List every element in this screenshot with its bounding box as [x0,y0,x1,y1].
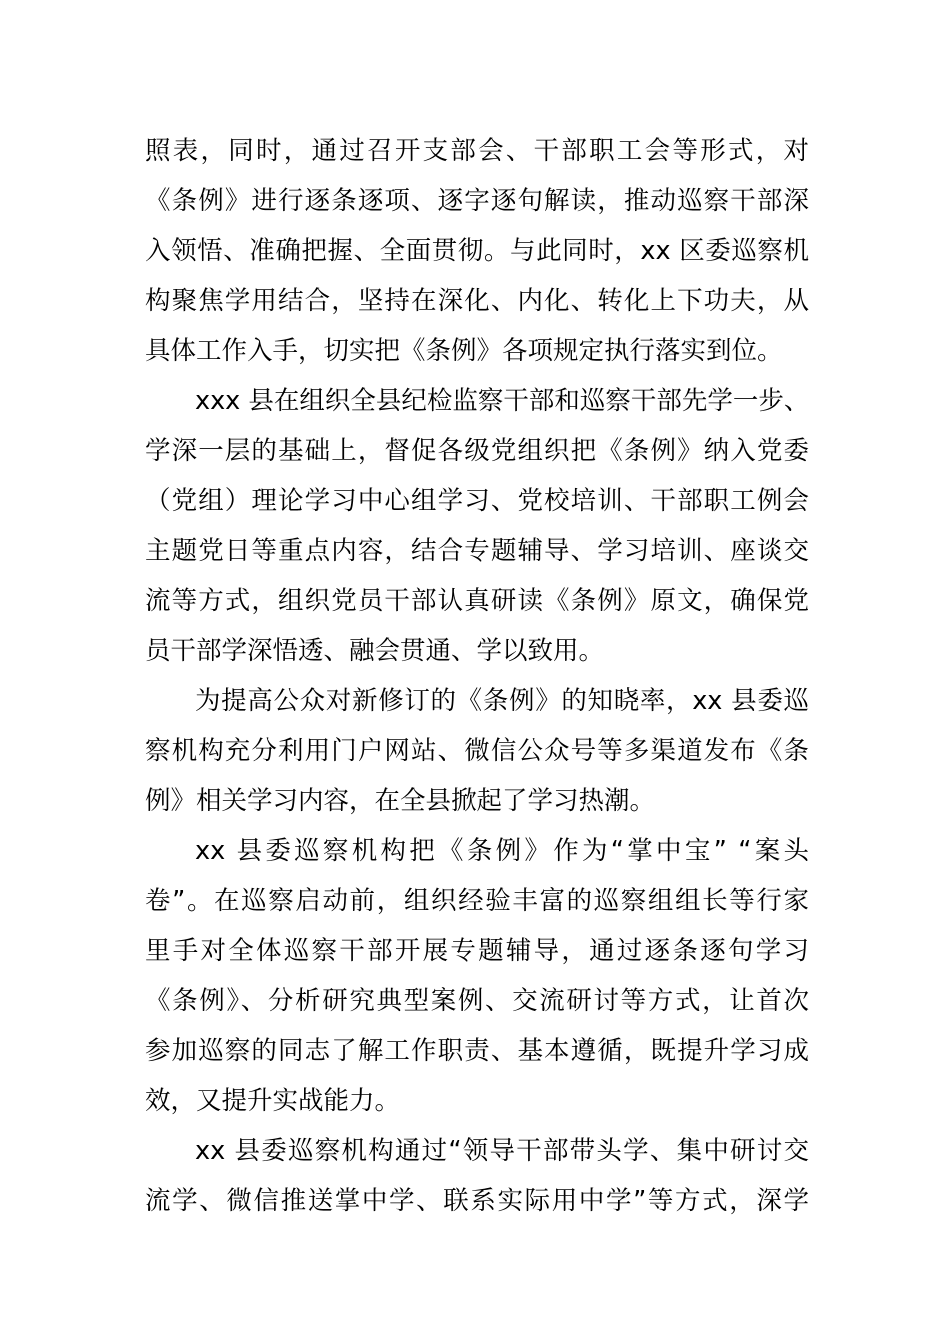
paragraph-4-line-1: xx 县委巡察机构把《条例》作为“掌中宝” “案头 [195,836,809,866]
paragraph-4-line-3: 里手对全体巡察干部开展专题辅导，通过逐条逐句学习 [145,936,809,966]
paragraph-1-line-3: 入领悟、准确把握、全面贯彻。与此同时，xx 区委巡察机 [145,236,809,266]
paragraph-1-line-2: 《条例》进行逐条逐项、逐字逐句解读，推动巡察干部深 [145,186,809,216]
document-body [145,126,809,1226]
paragraph-5-line-2: 流学、微信推送掌中学、联系实际用中学”等方式，深学 [145,1186,809,1216]
paragraph-4-line-5: 参加巡察的同志了解工作职责、基本遵循，既提升学习成 [145,1036,809,1066]
paragraph-4-line-6: 效，又提升实战能力。 [145,1086,401,1116]
paragraph-3-line-1: 为提高公众对新修订的《条例》的知晓率，xx 县委巡 [195,686,809,716]
paragraph-1-line-4: 构聚焦学用结合，坚持在深化、内化、转化上下功夫，从 [145,286,809,316]
paragraph-1-line-1: 照表，同时，通过召开支部会、干部职工会等形式，对 [145,136,809,166]
paragraph-3-line-2: 察机构充分利用门户网站、微信公众号等多渠道发布《条 [145,736,809,766]
paragraph-5-line-1: xx 县委巡察机构通过“领导干部带头学、集中研讨交 [195,1136,809,1166]
paragraph-4-line-2: 卷”。在巡察启动前，组织经验丰富的巡察组组长等行家 [145,886,809,916]
paragraph-4-line-4: 《条例》、分析研究典型案例、交流研讨等方式，让首次 [145,986,809,1016]
paragraph-2-line-3: （党组）理论学习中心组学习、党校培训、干部职工例会 [145,486,809,516]
paragraph-2-line-6: 员干部学深悟透、融会贯通、学以致用。 [145,636,605,666]
paragraph-1-line-5: 具体工作入手，切实把《条例》各项规定执行落实到位。 [145,336,783,366]
paragraph-3-line-3: 例》相关学习内容，在全县掀起了学习热潮。 [145,786,656,816]
paragraph-2-line-2: 学深一层的基础上，督促各级党组织把《条例》纳入党委 [145,436,809,466]
paragraph-2-line-4: 主题党日等重点内容，结合专题辅导、学习培训、座谈交 [145,536,809,566]
paragraph-2-line-5: 流等方式，组织党员干部认真研读《条例》原文，确保党 [145,586,809,616]
paragraph-2-line-1: xxx 县在组织全县纪检监察干部和巡察干部先学一步、 [195,386,810,416]
